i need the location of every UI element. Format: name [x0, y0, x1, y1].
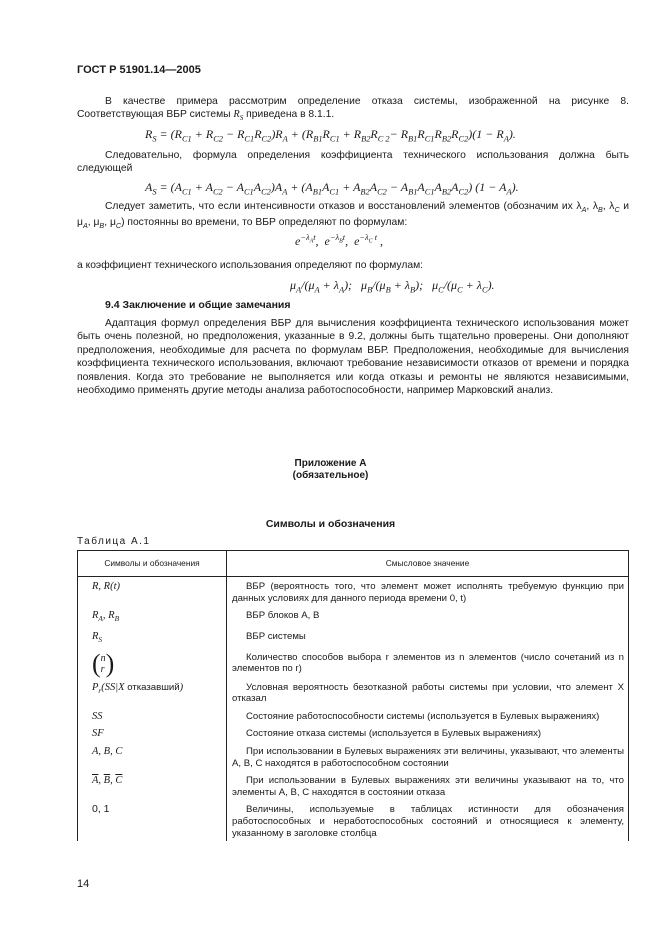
table-row — [78, 724, 629, 742]
paragraph-availability: Следовательно, формула определения коэффициента технического использования должна быть следующей — [77, 150, 629, 175]
table-caption: Таблица А.1 — [77, 536, 151, 547]
table-row — [78, 742, 629, 771]
meaning-cell: ВБР системы — [227, 627, 629, 648]
symbol-cell: $R_A$, $R_B$ — [78, 606, 227, 627]
appendix-subtitle: (обязательное) — [292, 470, 369, 481]
appendix-title: Приложение А — [294, 458, 367, 469]
symbol-cell: A, B, C — [78, 742, 227, 771]
symbols-table — [77, 550, 629, 841]
paragraph-coef: а коэффициент технического использования определяют по формулам: — [77, 260, 424, 271]
meaning-cell: Состояние отказа системы (используется в Булевых выражениях) — [227, 724, 629, 742]
table-row — [78, 800, 629, 841]
section-title: 9.4 Заключение и общие замечания — [105, 299, 291, 311]
table-row — [78, 577, 629, 607]
column-header-symbols: Символы и обозначения — [78, 551, 227, 577]
table-row — [78, 606, 629, 627]
meaning-cell: Величины, используемые в таблицах истинности для обозначения работоспособных и неработоспособных состояний и относящиеся к элементу, указанному в заголовке столбца — [227, 800, 629, 841]
paragraph-intro: В качестве примера рассмотрим определение отказа системы, изображенной на рисунке 8. Соответствующая ВБР системы $R_S$ приведена в 8.1.1. — [77, 96, 629, 123]
symbol-cell: ( n r ) — [78, 648, 227, 678]
formula-exp: $e^{-\lambda_At}$, $e^{-\lambda_Bt}$, $e^{-\lambda_C t}$ , — [295, 233, 384, 248]
meaning-cell: Условная вероятность безотказной работы системы при условии, что элемент X отказал — [227, 678, 629, 707]
symbol-cell: $P_r(SS|X$ отказавший) — [78, 678, 227, 707]
meaning-cell: При использовании в Булевых выражениях эти величины, указывают, что элементы A, B, C находятся в работоспособном состоянии — [227, 742, 629, 771]
table-row — [78, 771, 629, 800]
table-row — [78, 648, 629, 678]
meaning-cell: При использовании в Булевых выражениях эти величины указывают на то, что элементы A, B, C находятся в состоянии отказа — [227, 771, 629, 800]
page-number: 14 — [77, 878, 90, 890]
table-row — [78, 678, 629, 707]
table-row — [78, 627, 629, 648]
appendix-heading: Символы и обозначения — [265, 518, 396, 530]
symbol-cell: R, R(t) — [78, 577, 227, 607]
section-body: Адаптация формул определения ВБР для вычисления коэффициента технического использования может быть очень полезной, но предположения, указанные в 9.2, должны быть тщательно проверены. Они дополняют предположения, необходимые для расчета по формулам ВБР. Предположения, необходимые для вычисления коэффициента технического использования, включают требование независимости отказов от времени и порядка появления. Когда это требование не выполняется или когда отказы и ремонты не являются независимыми, необходимо применять другие методы анализа работоспособности, например Марковский анализ. — [77, 318, 629, 397]
formula-as: $A_S = (A_{C1} + A_{C2} - A_{C1}A_{C2})A_A + (A_{B1}A_{C1} + A_{B2}A_{C2} - A_{B1}A_{C1}A_{B2}A_{C2}) (1 - A_A)$. — [145, 180, 519, 197]
symbol-cell: $R_S$ — [78, 627, 227, 648]
symbol-cell: SF — [78, 724, 227, 742]
meaning-cell: Количество способов выбора r элементов из n элементов (число сочетаний из n элементов по r) — [227, 648, 629, 678]
column-header-meaning: Смысловое значение — [227, 551, 629, 577]
meaning-cell: Состояние работоспособности системы (используется в Булевых выражениях) — [227, 707, 629, 725]
formula-mu: $\mu_A/(\mu_A + \lambda_A)$; $\mu_B/(\mu_B + \lambda_B)$; $\mu_C/(\mu_C + \lambda_C)$. — [290, 278, 495, 295]
table-row — [78, 707, 629, 725]
paragraph-rates: Следует заметить, что если интенсивности отказов и восстановлений элементов (обозначим их $\lambda_A$, $\lambda_B$, $\lambda_C$ и $\mu_A$, $\mu_B$, $\mu_C$) постоянны во времени, то ВБР определяют по формулам: — [77, 201, 630, 231]
symbol-cell: $\overline{A}$, $\overline{B}$, $\overline{C}$ — [78, 771, 227, 800]
meaning-cell: ВБР блоков A, B — [227, 606, 629, 627]
symbol-cell: 0, 1 — [78, 800, 227, 841]
meaning-cell: ВБР (вероятность того, что элемент может исполнять требуемую функцию при данных условиях для данного периода времени 0, t) — [227, 577, 629, 607]
formula-rs: $R_S = (R_{C1} + R_{C2} - R_{C1}R_{C2})R_A + (R_{B1}R_{C1} + R_{B2}R_{C 2}- R_{B1}R_{C1}R_{B2}R_{C2})(1 - R_A)$. — [145, 127, 516, 144]
document-header: ГОСТ Р 51901.14—2005 — [77, 64, 201, 76]
symbol-cell: SS — [78, 707, 227, 725]
